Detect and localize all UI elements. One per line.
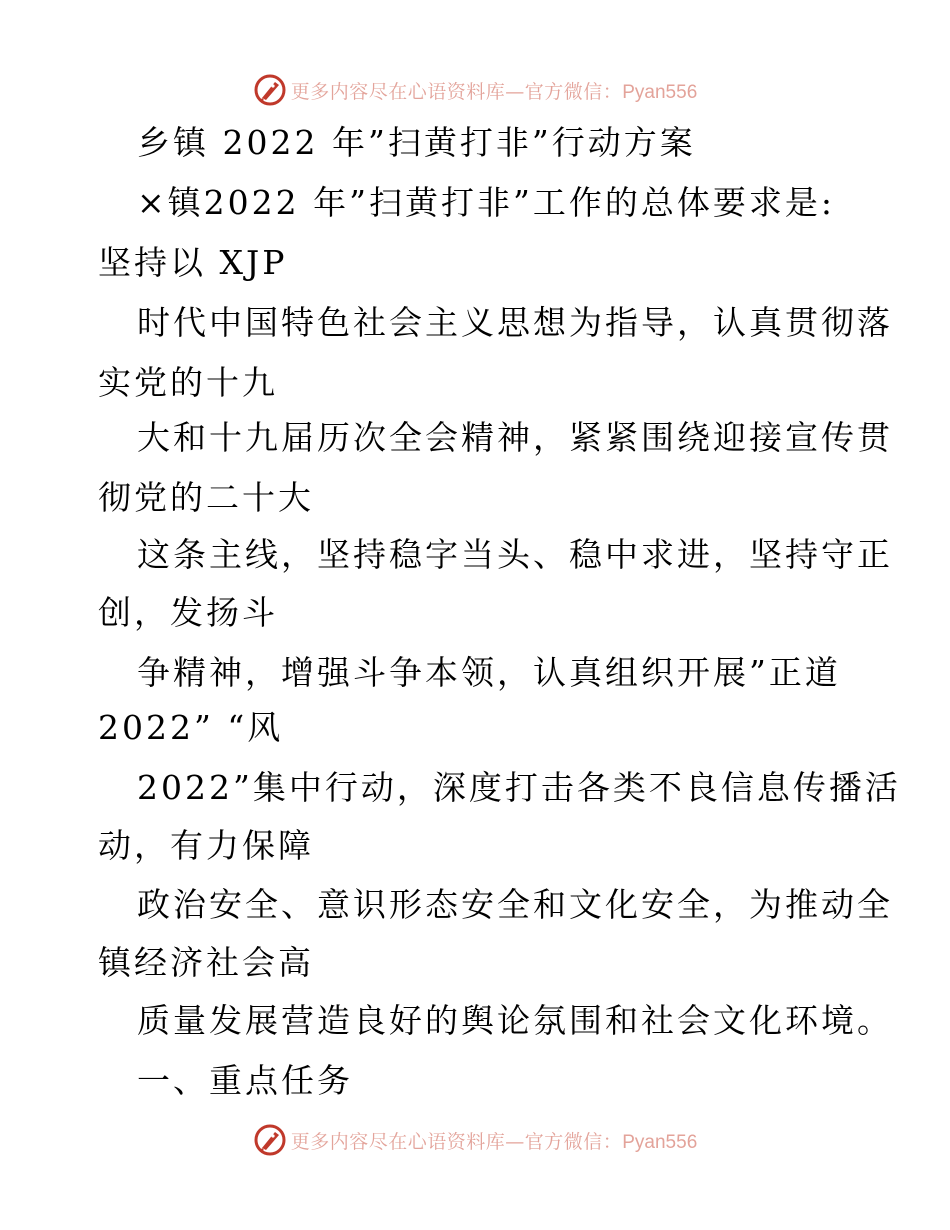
paragraph-line: 2022” “风 [98, 708, 284, 747]
paragraph-line: 大和十九届历次全会精神，紧紧围绕迎接宣传贯 [137, 418, 893, 457]
paragraph-line: 镇经济社会高 [98, 943, 314, 982]
paragraph-line: ×镇2022 年”扫黄打非”工作的总体要求是: [137, 183, 835, 222]
pen-nib-logo-icon [253, 1123, 287, 1157]
document-title: 乡镇 2022 年”扫黄打非”行动方案 [137, 123, 696, 162]
paragraph-line: 时代中国特色社会主义思想为指导，认真贯彻落 [137, 303, 893, 342]
paragraph-line: 质量发展营造良好的舆论氛围和社会文化环境。 [137, 1001, 893, 1040]
paragraph-line: 动，有力保障 [98, 826, 314, 865]
watermark-banner-bottom [0, 1120, 950, 1160]
paragraph-line: 这条主线，坚持稳字当头、稳中求进，坚持守正 [137, 535, 893, 574]
paragraph-line: 实党的十九 [98, 363, 278, 402]
paragraph-line: 创，发扬斗 [98, 593, 278, 632]
paragraph-line: 政治安全、意识形态安全和文化安全，为推动全 [137, 885, 893, 924]
paragraph-line: 争精神，增强斗争本领，认真组织开展”正道 [137, 653, 841, 692]
paragraph-line: 2022”集中行动，深度打击各类不良信息传播活 [137, 768, 901, 807]
pen-nib-logo-icon [253, 73, 287, 107]
section-heading: 一、重点任务 [137, 1061, 353, 1100]
paragraph-line: 彻党的二十大 [98, 478, 314, 517]
paragraph-line: 坚持以 XJP [98, 243, 288, 282]
watermark-banner-top [0, 70, 950, 110]
watermark-text: 更多内容尽在心语资料库—官方微信：Pyan556 [290, 1130, 698, 1153]
watermark-text: 更多内容尽在心语资料库—官方微信：Pyan556 [290, 80, 698, 103]
